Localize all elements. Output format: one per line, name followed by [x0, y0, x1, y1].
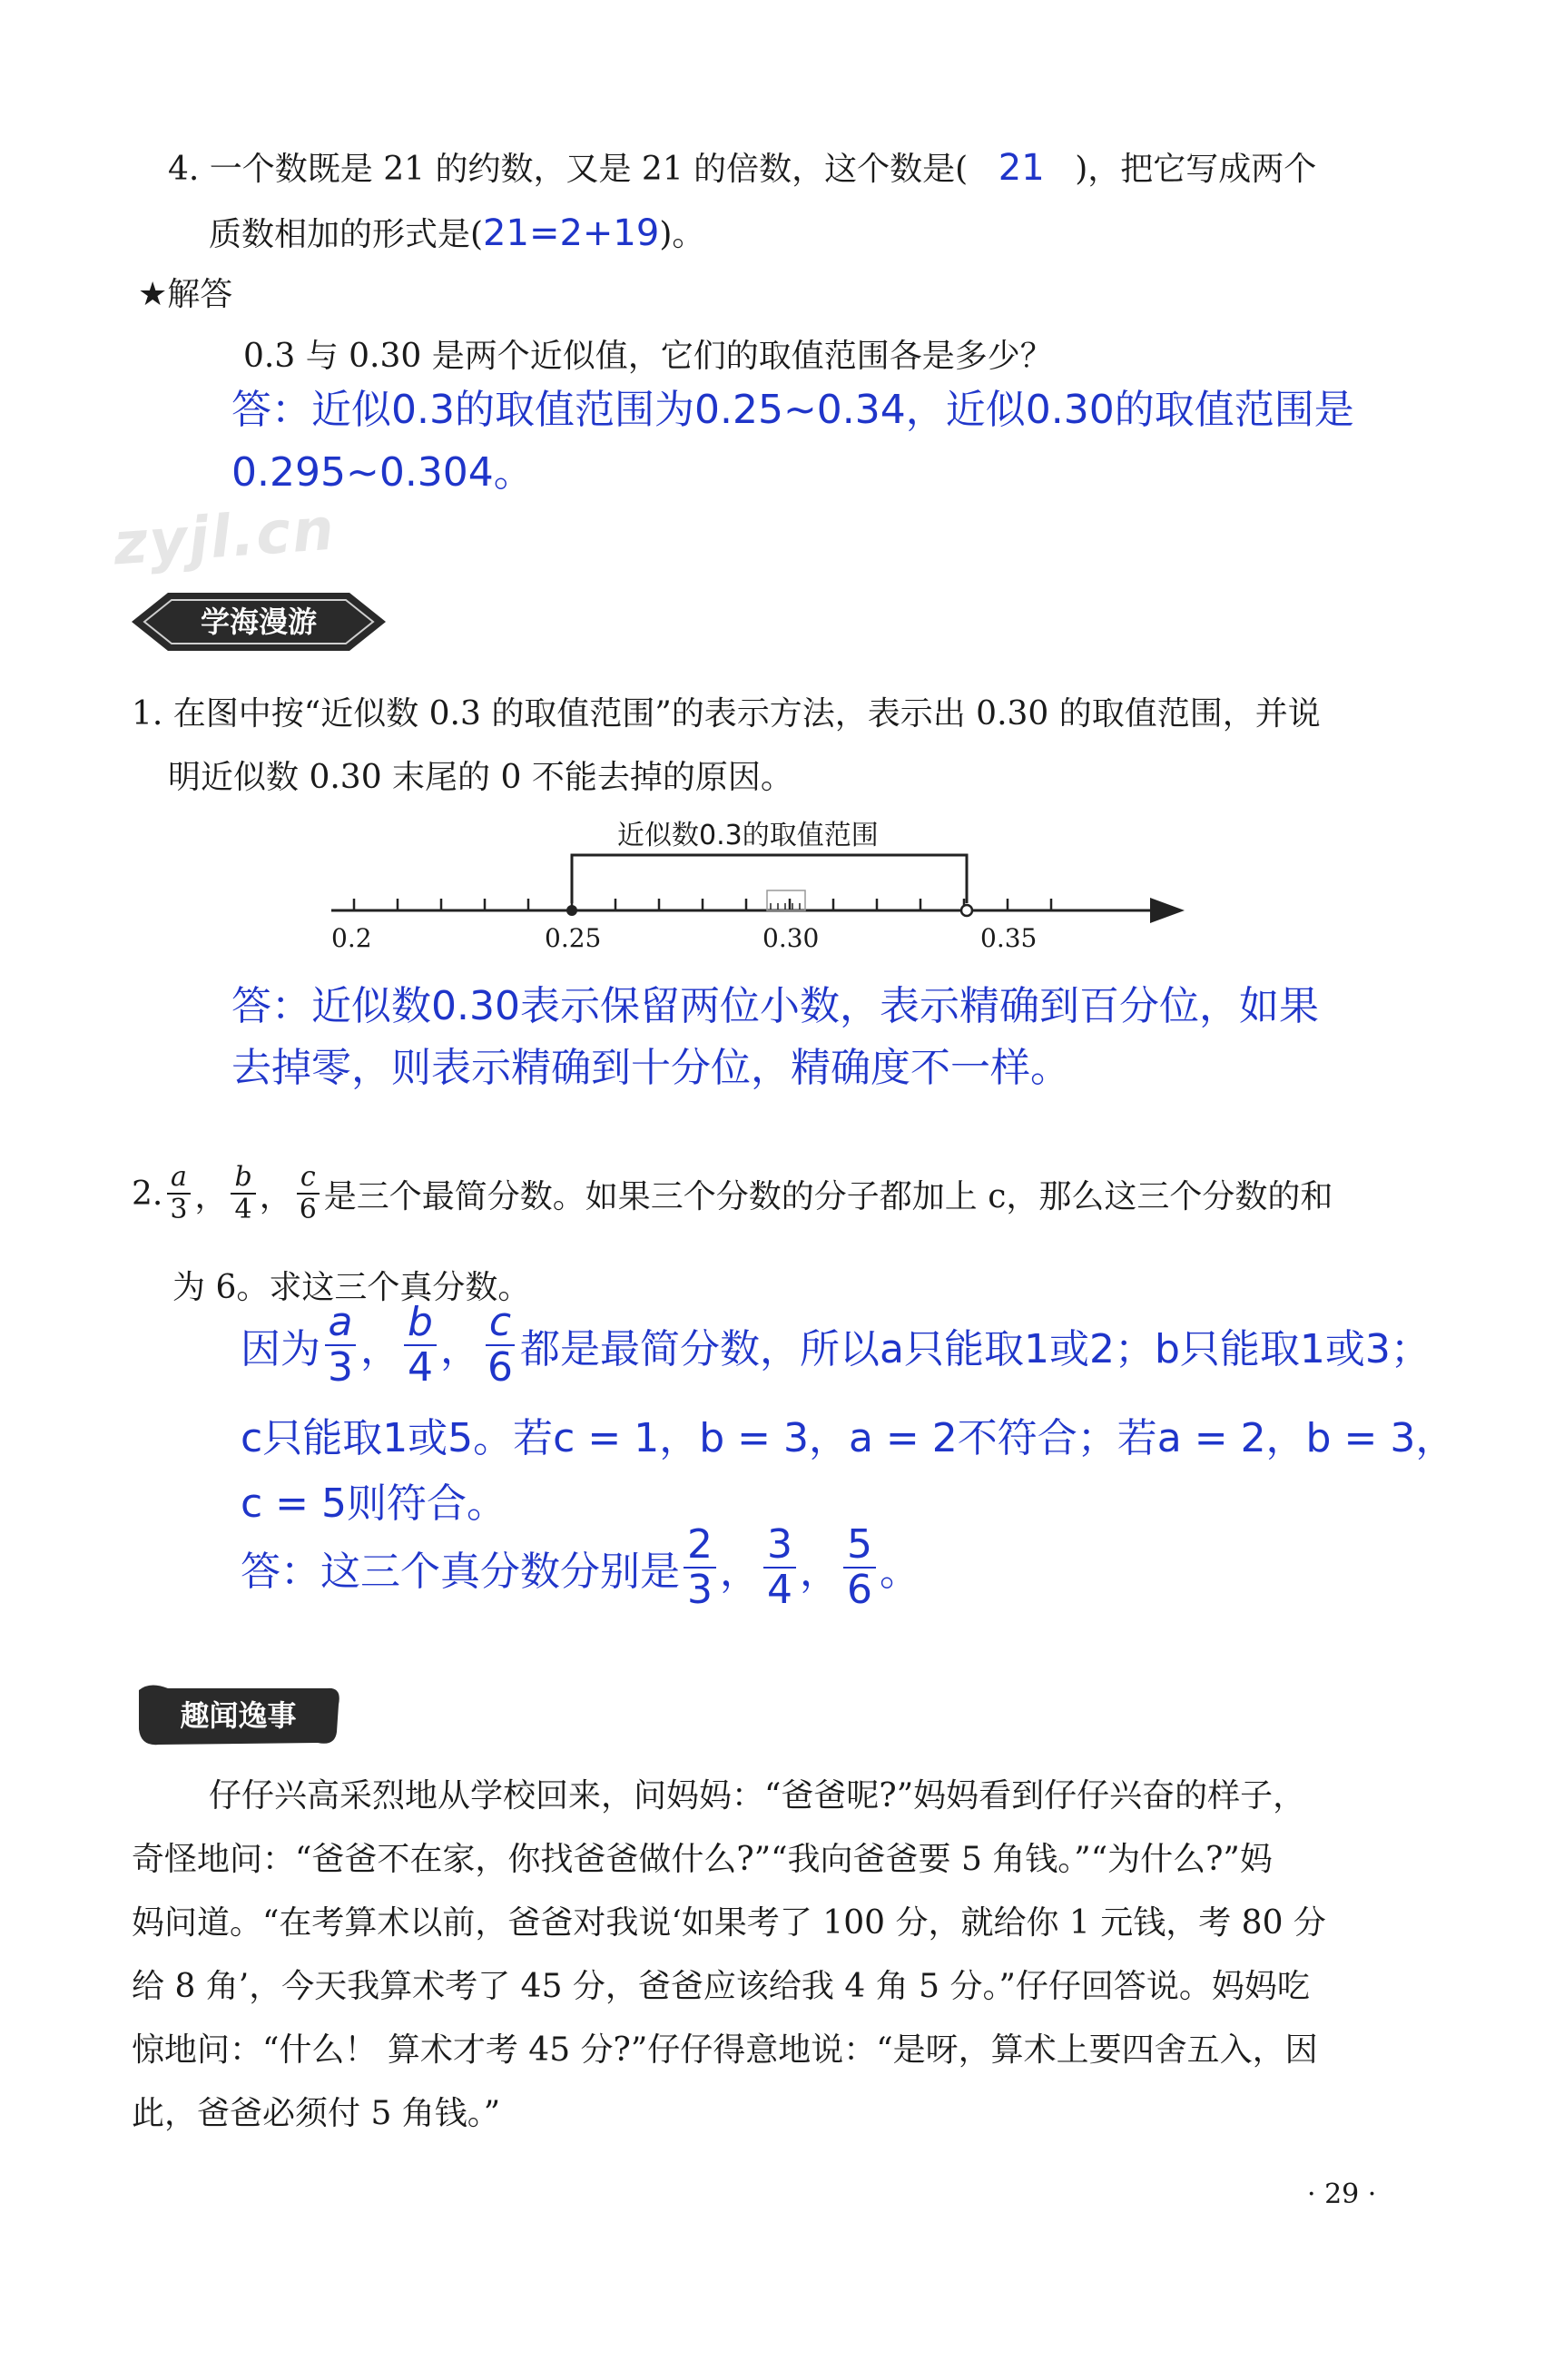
answer-fraction-5-6: $\frac{5}{6}$	[843, 1525, 876, 1610]
tick-label-3: 0.35	[980, 923, 1038, 953]
sol-fraction-c-6: $\frac{c}{6}$	[484, 1303, 516, 1388]
tick-label-2: 0.30	[762, 923, 820, 953]
q4-line2-answer: 21=2+19	[483, 212, 660, 254]
q4-answer: 21	[998, 147, 1045, 189]
axis-ticks	[354, 899, 1051, 910]
story-line-2: 奇怪地问：“爸爸不在家，你找爸爸做什么?”“我向爸爸要 5 角钱。”“为什么?”妈	[132, 1841, 1273, 1878]
tick-label-1: 0.25	[545, 923, 602, 953]
section-title-2: 趣闻逸事	[180, 1698, 297, 1733]
range-bracket	[572, 855, 967, 903]
story-line-3: 妈问道。“在考算术以前，爸爸对我说‘如果考了 100 分，就给你 1 元钱，考 80 分	[132, 1904, 1326, 1942]
section-ribbon-1	[132, 585, 386, 658]
sol-fraction-a-3: $\frac{a}{3}$	[324, 1303, 357, 1388]
story-line-1: 仔仔兴高采烈地从学校回来，问妈妈：“爸爸呢?”妈妈看到仔仔兴奋的样子，	[209, 1777, 1306, 1815]
q4-line1	[168, 143, 1316, 190]
fraction-b-4: $\frac{b}{4}$	[231, 1164, 255, 1224]
p2-line1-rest: 是三个最简分数。如果三个分数的分子都加上 c，那么这三个分数的和	[323, 1177, 1333, 1215]
q4-line1-prefix: 4. 一个数既是 21 的约数，又是 21 的倍数，这个数是(	[168, 151, 969, 188]
watermark: zyjl.cn	[111, 496, 338, 579]
solve-heading: ★解答	[138, 276, 233, 313]
p2-solution-line3: c = 5则符合。	[241, 1480, 507, 1527]
tick-label-0: 0.2	[331, 923, 372, 953]
solve-answer-line2: 0.295~0.304。	[231, 449, 534, 496]
page-number: · 29 ·	[1307, 2178, 1377, 2210]
story-line-6: 此，爸爸必须付 5 角钱。”	[132, 2095, 501, 2132]
story-line-4: 给 8 角’，今天我算术考了 45 分，爸爸应该给我 4 角 5 分。”仔仔回答说。妈妈吃	[132, 1968, 1310, 2005]
p1-line1: 1. 在图中按“近似数 0.3 的取值范围”的表示方法，表示出 0.30 的取值范围，并说	[132, 695, 1321, 733]
p1-line2: 明近似数 0.30 末尾的 0 不能去掉的原因。	[168, 759, 793, 796]
p2-solution-line2: c只能取1或5。若c = 1，b = 3，a = 2不符合；若a = 2，b = 3，	[241, 1415, 1456, 1461]
p2-line1: 2. $\frac{a}{3}$ ， $\frac{b}{4}$ ， $\frac{c}{6}$ 是三个最简分数。如果三个分数的分子都加上 c，那么这三个分数的和	[132, 1161, 1333, 1225]
fraction-c-6: $\frac{c}{6}$	[296, 1164, 320, 1224]
solve-question: 0.3 与 0.30 是两个近似值，它们的取值范围各是多少？	[243, 338, 1053, 375]
p1-answer-line2: 去掉零，则表示精确到十分位，精确度不一样。	[231, 1045, 1070, 1091]
diagram-label: 近似数0.3的取值范围	[617, 820, 879, 851]
p2-number: 2.	[132, 1175, 163, 1213]
q4-line2	[209, 209, 704, 255]
q4-line1-suffix: )，把它写成两个	[1075, 151, 1317, 188]
number-line-diagram	[322, 803, 1194, 958]
p2-solution-line1: 因为 $\frac{a}{3}$ ， $\frac{b}{4}$ ， $\frac{c}{6}$ 都是最简分数，所以a只能取1或2；b只能取1或3；	[241, 1299, 1431, 1391]
section-title-1: 学海漫游	[200, 605, 317, 639]
open-endpoint	[961, 905, 972, 916]
answer-fraction-2-3: $\frac{2}{3}$	[684, 1525, 716, 1610]
story-line-5: 惊地问：“什么！ 算术才考 45 分?”仔仔得意地说：“是呀，算术上要四舍五入，因	[132, 2031, 1318, 2069]
fraction-a-3: $\frac{a}{3}$	[166, 1164, 191, 1224]
p2-line2: 为 6。求这三个真分数。	[172, 1269, 531, 1306]
p1-answer-line1: 答：近似数0.30表示保留两位小数，表示精确到百分位，如果	[231, 983, 1319, 1029]
sol-fraction-b-4: $\frac{b}{4}$	[404, 1303, 437, 1388]
q4-line2-prefix: 质数相加的形式是(	[209, 216, 484, 253]
answer-fraction-3-4: $\frac{3}{4}$	[763, 1525, 796, 1610]
axis-arrow	[1150, 898, 1185, 923]
section-ribbon-2	[132, 1679, 345, 1752]
solve-answer-line1: 答：近似0.3的取值范围为0.25~0.34，近似0.30的取值范围是	[231, 387, 1354, 433]
closed-endpoint	[566, 905, 577, 916]
q4-line2-suffix: )。	[659, 216, 705, 253]
p2-answer: 答：这三个真分数分别是 $\frac{2}{3}$ ， $\frac{3}{4}$ ， $\frac{5}{6}$ 。	[241, 1521, 920, 1613]
